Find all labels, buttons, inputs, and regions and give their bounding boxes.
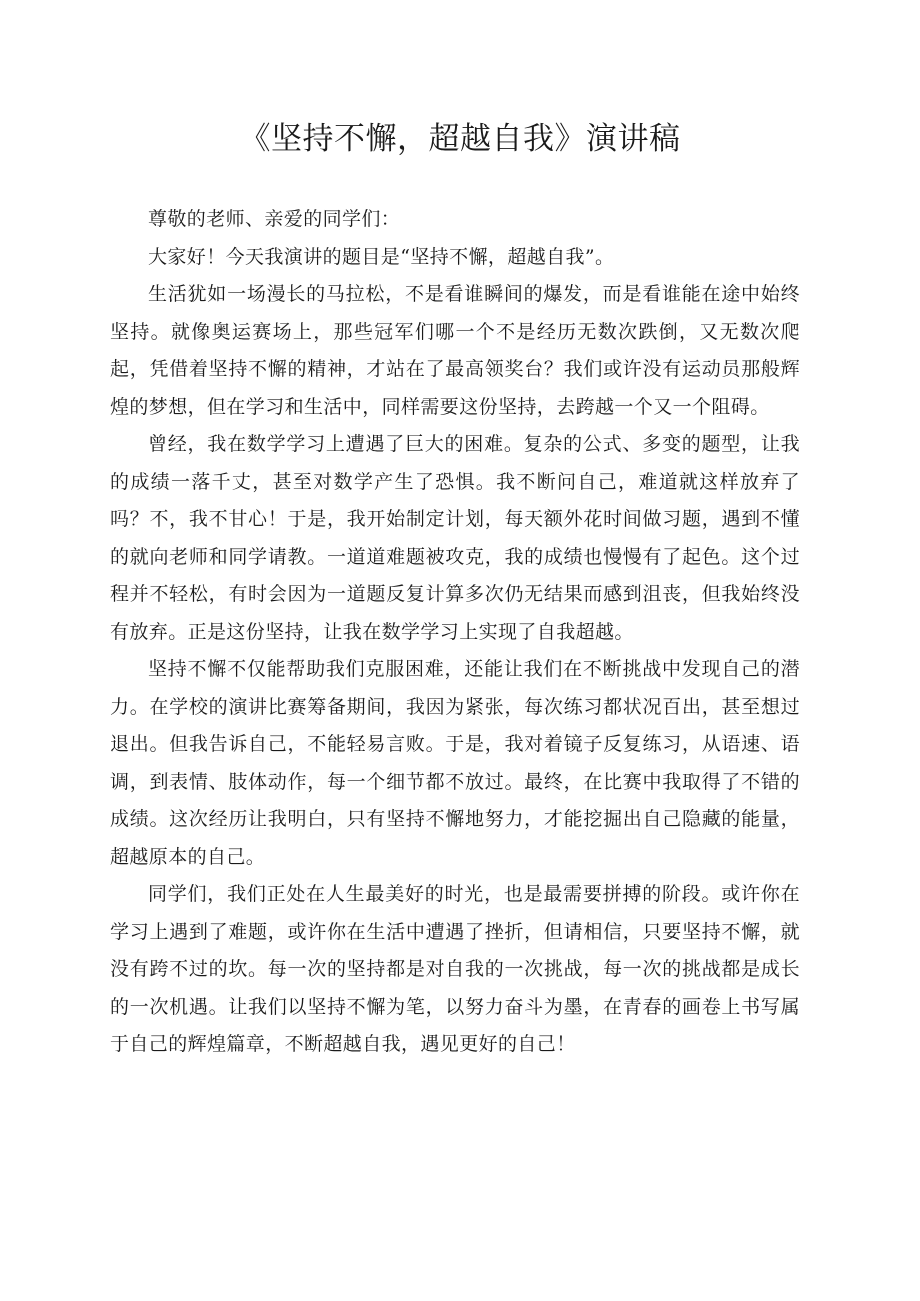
body-paragraph: 生活犹如一场漫长的马拉松，不是看谁瞬间的爆发，而是看谁能在途中始终坚持。就像奥运赛场上，那些冠军们哪一个不是经历无数次跌倒，又无数次爬起，凭借着坚持不懈的精神，才站在了最高领奖台？我们或许没有运动员那般辉煌的梦想，但在学习和生活中，同样需要这份坚持，去跨越一个又一个阻碍。	[110, 283, 800, 418]
salutation: 尊敬的老师、亲爱的同学们：	[148, 208, 401, 230]
greeting-paragraph: 大家好！今天我演讲的题目是“坚持不懈，超越自我”。	[148, 245, 615, 268]
body-paragraph: 曾经，我在数学学习上遭遇了巨大的困难。复杂的公式、多变的题型，让我的成绩一落千丈，甚至对数学产生了恐惧。我不断问自己，难道就这样放弃了吗？不，我不甘心！于是，我开始制定计划，每天额外花时间做习题，遇到不懂的就向老师和同学请教。一道道难题被攻克，我的成绩也慢慢有了起色。这个过程并不轻松，有时会因为一道题反复计算多次仍无结果而感到沮丧，但我始终没有放弃。正是这份坚持，让我在数学学习上实现了自我超越。	[110, 433, 800, 643]
document-body	[110, 201, 800, 1064]
document-title: 《坚持不懈，超越自我》演讲稿	[239, 121, 681, 157]
closing-paragraph: 同学们，我们正处在人生最美好的时光，也是最需要拼搏的阶段。或许你在学习上遇到了难题，或许你在生活中遭遇了挫折，但请相信，只要坚持不懈，就没有跨不过的坎。每一次的坚持都是对自我的一次挑战，每一次的挑战都是成长的一次机遇。让我们以坚持不懈为笔，以努力奋斗为墨，在青春的画卷上书写属于自己的辉煌篇章，不断超越自我，遇见更好的自己！	[110, 883, 800, 1055]
body-paragraph: 坚持不懈不仅能帮助我们克服困难，还能让我们在不断挑战中发现自己的潜力。在学校的演讲比赛筹备期间，我因为紧张，每次练习都状况百出，甚至想过退出。但我告诉自己，不能轻易言败。于是，我对着镜子反复练习，从语速、语调，到表情、肢体动作，每一个细节都不放过。最终，在比赛中我取得了不错的成绩。这次经历让我明白，只有坚持不懈地努力，才能挖掘出自己隐藏的能量，超越原本的自己。	[110, 658, 800, 868]
